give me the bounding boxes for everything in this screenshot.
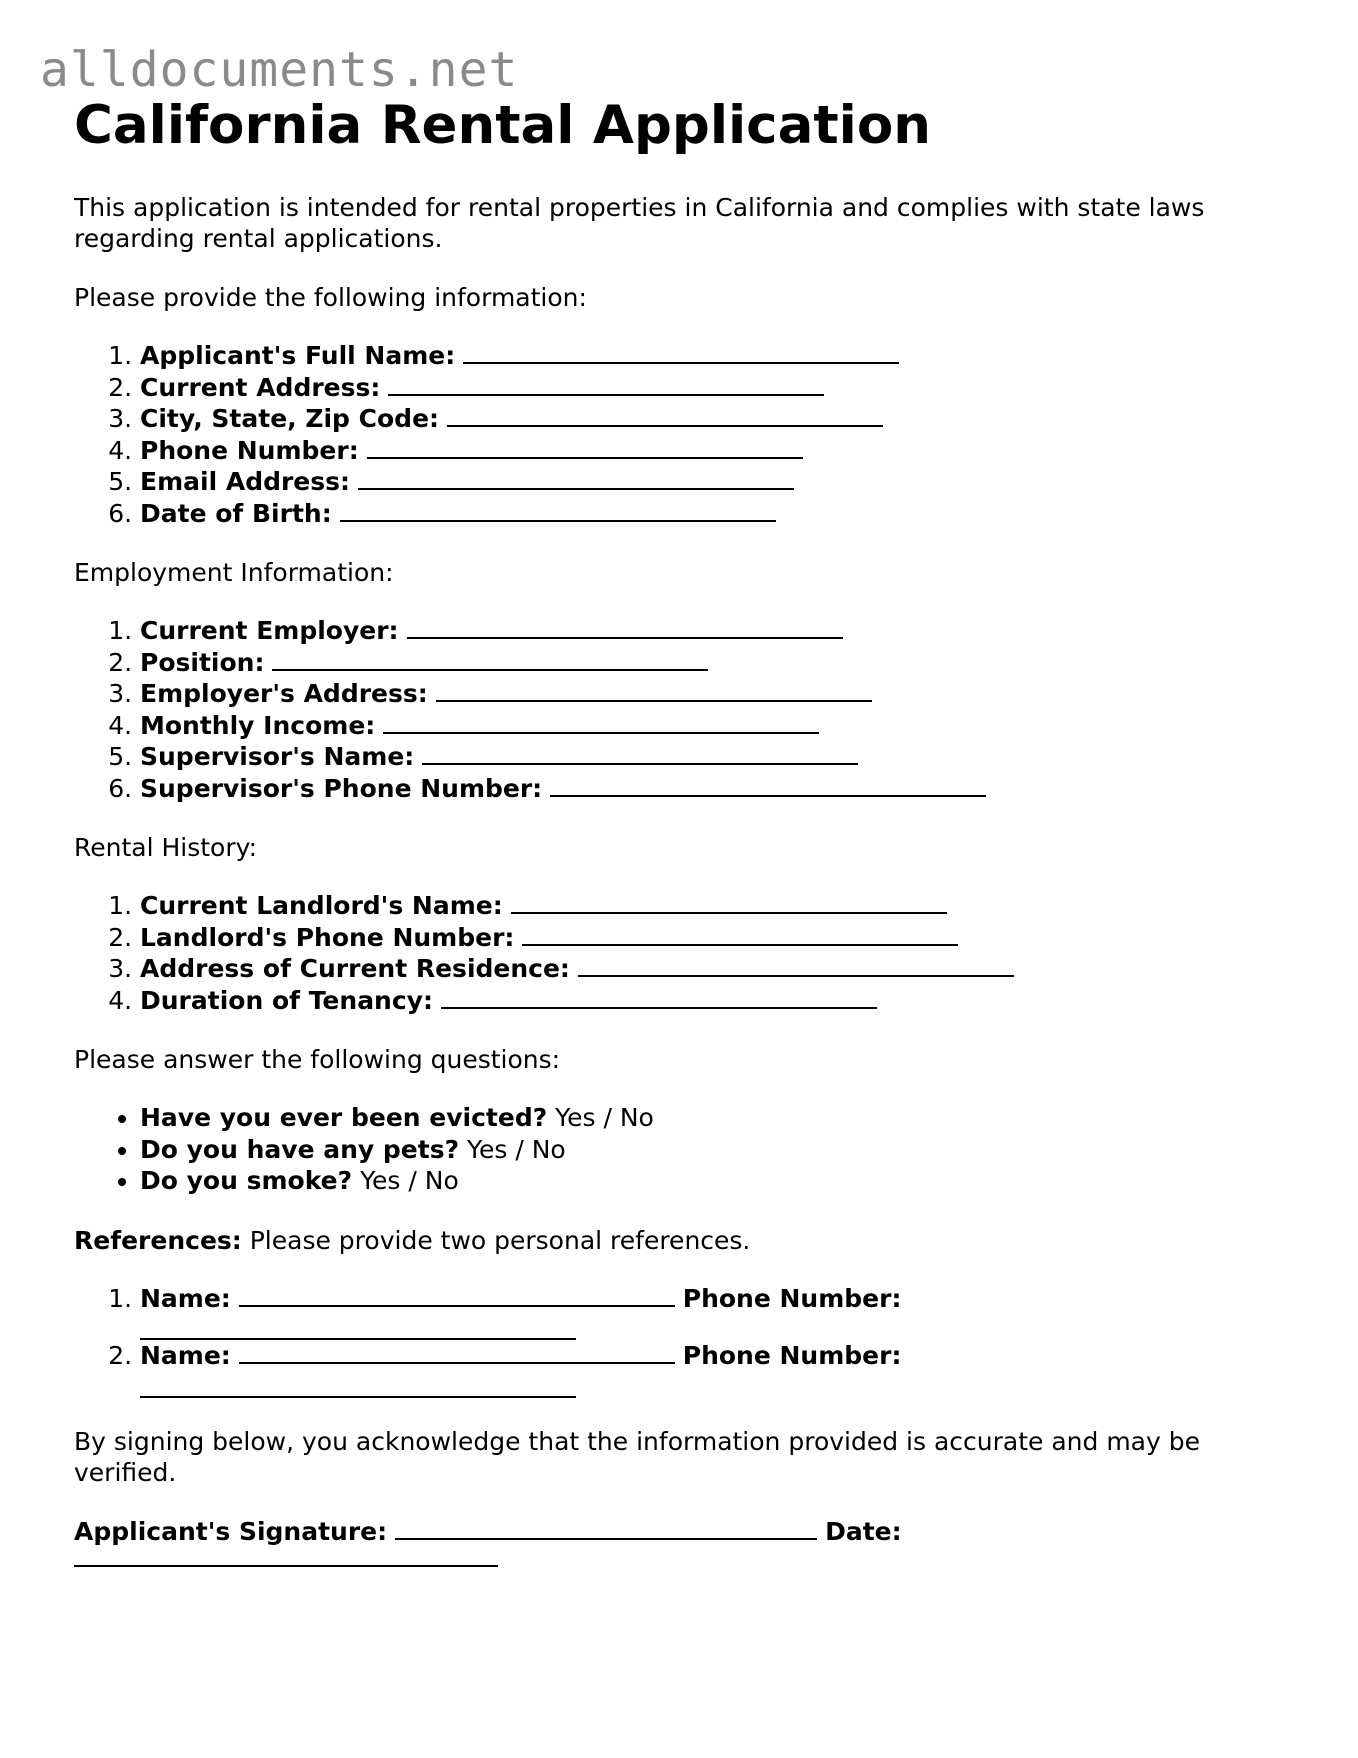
field-label: Current Employer: [140, 616, 399, 645]
field-label: Applicant's Full Name: [140, 341, 456, 370]
watermark: alldocuments.net [40, 42, 519, 98]
signature-block [74, 1516, 1284, 1568]
intro-paragraph: This application is intended for rental properties in California and complies with state laws regarding rental applications. [74, 193, 1205, 253]
field-label: Address of Current Residence: [140, 954, 570, 983]
reference-2-name-field[interactable] [239, 1340, 675, 1364]
questions-heading: Please answer the following questions: [74, 1045, 561, 1074]
supervisor-name-field[interactable] [422, 741, 858, 765]
position-field[interactable] [272, 647, 708, 671]
field-label: Phone Number: [682, 1341, 902, 1370]
list-item [140, 890, 1284, 922]
reference-1-name-field[interactable] [239, 1283, 675, 1307]
list-item [140, 615, 1284, 647]
field-label: Current Address: [140, 372, 381, 402]
smoke-answer[interactable]: Yes / No [360, 1166, 459, 1195]
question-label: Have you ever been evicted? [140, 1103, 548, 1132]
phone-number-field[interactable] [367, 435, 803, 459]
full-name-field[interactable] [463, 340, 899, 364]
field-label: Phone Number: [140, 435, 359, 465]
field-label: Duration of Tenancy: [140, 985, 433, 1015]
signature-field[interactable] [395, 1516, 817, 1540]
question-label: Do you smoke? [140, 1166, 353, 1195]
personal-info-list [74, 340, 1284, 529]
city-state-zip-field[interactable] [447, 403, 883, 427]
field-label: Email Address: [140, 467, 351, 496]
field-label: Name: [140, 1283, 231, 1313]
signature-date-field[interactable] [74, 1547, 498, 1567]
landlord-phone-field[interactable] [522, 922, 958, 946]
employer-address-field[interactable] [436, 678, 872, 702]
list-item [140, 1165, 1284, 1197]
list-item [140, 403, 1284, 435]
supervisor-phone-field[interactable] [550, 773, 986, 797]
list-item [140, 1134, 1284, 1166]
field-label: Position: [140, 647, 265, 677]
field-label: Employer's Address: [140, 679, 428, 708]
list-item [140, 1283, 1284, 1341]
page-title: California Rental Application [74, 95, 931, 156]
field-label: Date of Birth: [140, 498, 332, 528]
list-item [140, 372, 1284, 404]
references-label: References: [74, 1225, 242, 1255]
field-label: Name: [140, 1341, 231, 1370]
list-item [140, 498, 1284, 530]
employment-heading: Employment Information: [74, 558, 394, 587]
document-page [74, 94, 1284, 1567]
field-label: Landlord's Phone Number: [140, 922, 515, 952]
questions-list [74, 1102, 1284, 1197]
date-of-birth-field[interactable] [340, 498, 776, 522]
list-item [140, 340, 1284, 372]
field-label: Monthly Income: [140, 710, 376, 740]
date-label: Date: [825, 1516, 902, 1546]
field-label: Current Landlord's Name: [140, 891, 503, 920]
list-item [140, 1102, 1284, 1134]
monthly-income-field[interactable] [383, 710, 819, 734]
list-item [140, 773, 1284, 805]
field-label: Phone Number: [682, 1283, 902, 1313]
reference-1-phone-field[interactable] [140, 1316, 576, 1340]
current-residence-address-field[interactable] [578, 953, 1014, 977]
list-item [140, 710, 1284, 742]
employment-list [74, 615, 1284, 804]
rental-history-heading: Rental History: [74, 833, 258, 862]
list-item [140, 435, 1284, 467]
personal-info-heading: Please provide the following information: [74, 283, 587, 312]
eviction-answer[interactable]: Yes / No [555, 1103, 654, 1132]
pets-answer[interactable]: Yes / No [467, 1134, 566, 1164]
tenancy-duration-field[interactable] [441, 985, 877, 1009]
rental-history-list [74, 890, 1284, 1016]
list-item [140, 985, 1284, 1017]
list-item [140, 466, 1284, 498]
field-label: City, State, Zip Code: [140, 404, 440, 433]
field-label: Supervisor's Name: [140, 742, 415, 771]
reference-2-phone-field[interactable] [140, 1374, 576, 1398]
list-item [140, 953, 1284, 985]
current-employer-field[interactable] [407, 615, 843, 639]
references-paragraph [74, 1225, 1284, 1256]
signature-label: Applicant's Signature: [74, 1516, 388, 1546]
question-label: Do you have any pets? [140, 1134, 460, 1164]
references-text: Please provide two personal references. [249, 1225, 751, 1255]
list-item [140, 678, 1284, 710]
acknowledgement-paragraph: By signing below, you acknowledge that the information provided is accurate and may be verified. [74, 1426, 1200, 1487]
landlord-name-field[interactable] [511, 890, 947, 914]
list-item [140, 1340, 1284, 1398]
list-item [140, 922, 1284, 954]
current-address-field[interactable] [388, 372, 824, 396]
list-item [140, 647, 1284, 679]
references-list [74, 1283, 1284, 1398]
field-label: Supervisor's Phone Number: [140, 773, 543, 803]
email-address-field[interactable] [358, 466, 794, 490]
list-item [140, 741, 1284, 773]
